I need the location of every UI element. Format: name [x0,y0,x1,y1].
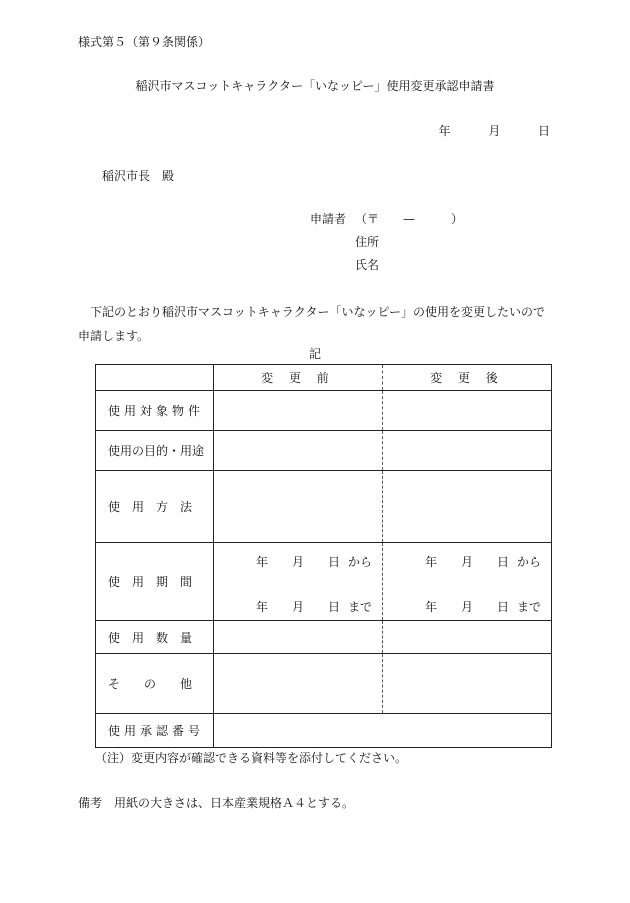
other-after-cell[interactable] [383,654,552,714]
table-row [96,431,552,471]
header-after: 変 更 後 [383,365,552,391]
table-row [96,543,552,621]
table-row [96,471,552,543]
period-until: まで [348,600,373,614]
table-header-row [96,365,552,391]
row-label-method: 使 用 方 法 [96,471,214,543]
row-label-quantity: 使 用 数 量 [96,621,214,654]
quantity-before-cell[interactable] [214,621,383,654]
period-from: から [517,555,542,569]
target-after-cell[interactable] [383,391,552,431]
form-number: 様式第５（第９条関係） [78,35,211,49]
change-table [95,364,552,748]
period-month: 月 [292,555,305,569]
period-year: 年 [256,555,269,569]
period-day: 日 [497,555,510,569]
period-day: 日 [328,600,341,614]
period-before-cell[interactable] [214,543,383,621]
period-after-cell[interactable] [383,543,552,621]
header-blank-cell [96,365,214,391]
attachment-note: （注）変更内容が確認できる資料等を添付してください。 [95,751,408,765]
method-after-cell[interactable] [383,471,552,543]
quantity-after-cell[interactable] [383,621,552,654]
row-label-purpose: 使用の目的・用途 [96,431,214,471]
period-month: 月 [292,600,305,614]
period-year: 年 [256,600,269,614]
period-month: 月 [461,600,474,614]
table-row [96,391,552,431]
addressee: 稲沢市長 殿 [102,169,175,183]
remarks: 備考 用紙の大きさは、日本産業規格Ａ４とする。 [78,796,355,810]
period-year: 年 [425,555,438,569]
other-before-cell[interactable] [214,654,383,714]
date-year: 年 [438,124,451,138]
purpose-after-cell[interactable] [383,431,552,471]
postal-code: （〒 — ） [355,212,464,226]
period-year: 年 [425,600,438,614]
target-before-cell[interactable] [214,391,383,431]
table-row [96,714,552,748]
ki-heading: 記 [308,347,321,361]
date-day: 日 [537,124,550,138]
table-row [96,621,552,654]
row-label-other: そ の 他 [96,654,214,714]
approval-number-cell[interactable] [214,714,552,748]
period-day: 日 [497,600,510,614]
period-from: から [348,555,373,569]
period-month: 月 [461,555,474,569]
body-text: 下記のとおり稲沢市マスコットキャラクター「いなッピー」の使用を変更したいので申請します。 [78,305,546,343]
row-label-target: 使用対象物件 [96,391,214,431]
row-label-period: 使 用 期 間 [96,543,214,621]
purpose-before-cell[interactable] [214,431,383,471]
document-title: 稲沢市マスコットキャラクター「いなッピー」使用変更承認申請書 [135,79,495,93]
name-label: 氏名 [355,258,380,272]
date-line [439,125,550,137]
address-label: 住所 [355,235,380,249]
period-day: 日 [328,555,341,569]
header-before: 変 更 前 [214,365,383,391]
date-month: 月 [488,124,501,138]
applicant-label: 申請者 [310,212,347,226]
period-until: まで [517,600,542,614]
method-before-cell[interactable] [214,471,383,543]
table-row [96,654,552,714]
row-label-approval-number: 使用承認番号 [96,714,214,748]
